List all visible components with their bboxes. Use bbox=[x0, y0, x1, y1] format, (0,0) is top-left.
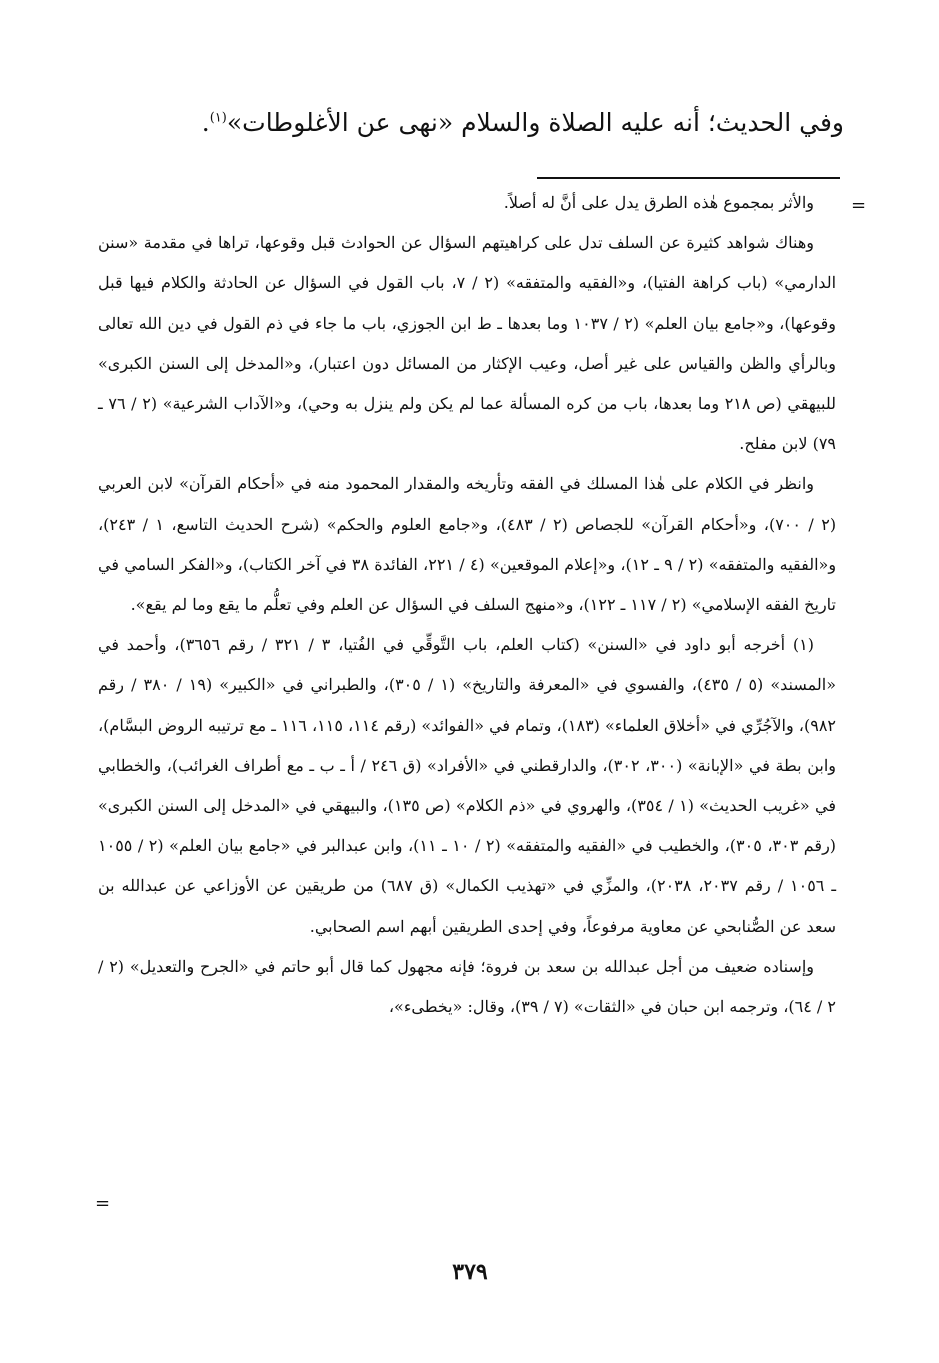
continuation-mark-top: = bbox=[851, 195, 867, 216]
heading-text: وفي الحديث؛ أنه عليه الصلاة والسلام «نهى عن الأغلوطات» bbox=[226, 108, 844, 137]
body-text bbox=[98, 183, 836, 1027]
continuation-mark-bottom: = bbox=[95, 1193, 111, 1214]
paragraph-shawahid: وهناك شواهد كثيرة عن السلف تدل على كراهيتهم السؤال عن الحوادث قبل وقوعها، تراها في مقدمة «سنن الدارمي» (باب كراهة الفتيا)، و«الفقيه والمتفقه» (٢ / ٧، باب القول في السؤال عن الحادثة والكلام فيها قبل وقوعها)، و«جامع بيان العلم» (٢ / ١٠٣٧ وما بعدها ـ ط ابن الجوزي، باب ما جاء في ذم القول في دين الله تعالى وبالرأي والظن والقياس على غير أصل، وعيب الإكثار من المسائل دون اعتبار)، و«المدخل إلى السنن الكبرى» للبيهقي (ص ٢١٨ وما بعدها، باب من كره المسألة عما لم يكن ولم ينزل به وحي)، و«الآداب الشرعية» (٢ / ٧٦ ـ ٧٩) لابن مفلح. bbox=[98, 233, 837, 454]
footnote-1: (١) أخرجه أبو داود في «السنن» (كتاب العلم، باب التَّوقِّي في الفُتيا، ٣ / ٣٢١ / رقم ٣٦٥٦)، وأحمد في «المسند» (٥ / ٤٣٥)، والفسوي في «المعرفة والتاريخ» (١ / ٣٠٥)، والطبراني في «الكبير» (١٩ / ٣٨٠ / رقم ٩٨٢)، والآجُرِّي في «أخلاق العلماء» (١٨٣)، وتمام في «الفوائد» (رقم ١١٤، ١١٥، ١١٦ ـ مع ترتيبه الروض البسَّام)، وابن بطة في «الإبانة» (٣٠٠، ٣٠٢)، والدارقطني في «الأفراد» (ق ٢٤٦ / أ ـ ب ـ مع أطراف الغرائب)، والخطابي في «غريب الحديث» (١ / ٣٥٤)، والهروي في «ذم الكلام» (ص ١٣٥)، والبيهقي في «المدخل إلى السنن الكبرى» (رقم ٣٠٣، ٣٠٥)، والخطيب في «الفقيه والمتفقه» (٢ / ١٠ ـ ١١)، وابن عبدالبر في «جامع بيان العلم» (٢ / ١٠٥٥ ـ ١٠٥٦ / رقم ٢٠٣٧، ٢٠٣٨)، والمزِّي في «تهذيب الكمال» (ق ٦٨٧) من طريقين عن الأوزاعي عن عبدالله بن سعد عن الصُّنابحي عن معاوية مرفوعاً، وفي إحدى الطريقين أبهم اسم الصحابي. bbox=[98, 635, 837, 936]
paragraph-athar: والأثر بمجموع هٰذه الطرق يدل على أنَّ له أصلاً. bbox=[503, 193, 814, 212]
page-heading: وفي الحديث؛ أنه عليه الصلاة والسلام «نهى عن الأغلوطات»$^{(١)}$. bbox=[201, 108, 844, 137]
page-number: ٣٧٩ bbox=[452, 1259, 488, 1285]
paragraph-references: وانظر في الكلام على هٰذا المسلك في الفقه وتأريخه والمقدار المحمود منه في «أحكام القرآن» لابن العربي (٢ / ٧٠٠)، و«أحكام القرآن» للجصاص (٢ / ٤٨٣)، و«جامع العلوم والحكم» (شرح الحديث التاسع، ١ / ٢٤٣)، و«الفقيه والمتفقه» (٢ / ٩ ـ ١٢)، و«إعلام الموقعين» (٤ / ٢٢١، الفائدة ٣٨ في آخر الكتاب)، و«الفكر السامي في تاريخ الفقه الإسلامي» (٢ / ١١٧ ـ ١٢٢)، و«منهج السلف في السؤال عن العلم وفي تعلُّم ما يقع وما لم يقع». bbox=[98, 474, 837, 615]
paragraph-isnad: وإسناده ضعيف من أجل عبدالله بن سعد بن فروة؛ فإنه مجهول كما قال أبو حاتم في «الجرح والتعديل» (٢ / ٢ / ٦٤)، وترجمه ابن حبان في «الثقات» (٧ / ٣٩)، وقال: «يخطىء»، bbox=[98, 956, 836, 1017]
footnote-reference: (١) bbox=[209, 110, 227, 126]
footnote-separator-rule bbox=[537, 177, 840, 179]
